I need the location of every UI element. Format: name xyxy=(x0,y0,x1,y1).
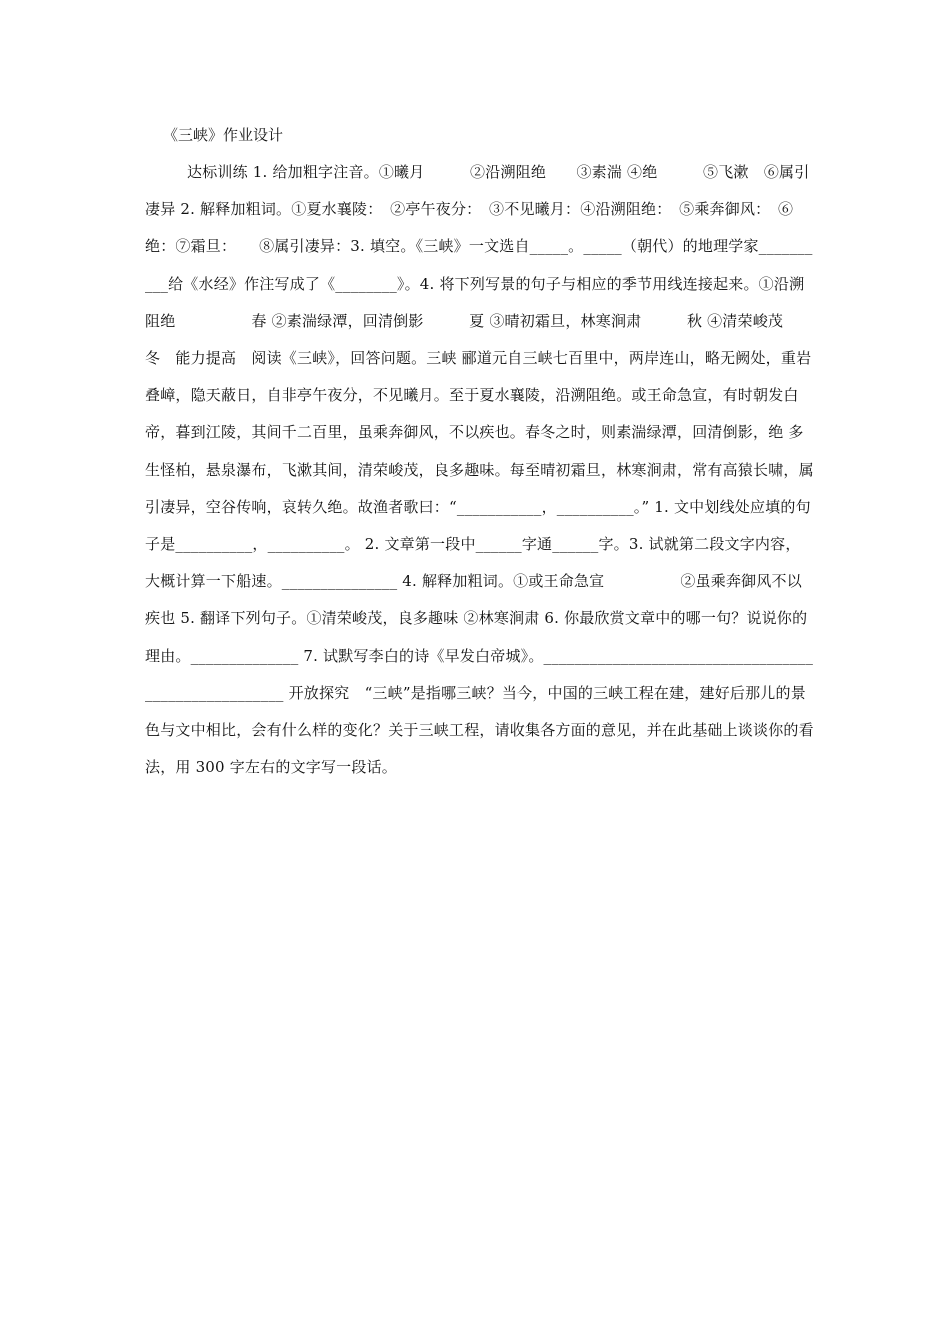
document-title: 《三峡》作业设计 xyxy=(163,126,284,144)
document-content xyxy=(145,122,860,786)
document-body-paragraph: 达标训练 1. 给加粗字注音。①曦月 ②沿溯阻绝 ③素湍 ④绝 ⑤飞漱 ⑥属引凄异 2. 解释加粗词。①夏水襄陵： ②亭午夜分： ③不见曦月：④沿溯阻绝： ⑤乘奔御风： ⑥绝：⑦霜旦： ⑧属引凄异：3. 填空。《三峡》一文选自_____。_____（朝代）的地理学家__________给《水经》作注写成了《________》。4. 将下列写景的句子与相应的季节用线连接起来。①沿溯阻绝 春 ②素湍绿潭，回清倒影 夏 ③晴初霜旦，林寒涧肃 秋 ④清荣峻茂 冬 能力提高 阅读《三峡》，回答问题。三峡 郦道元自三峡七百里中，两岸连山，略无阙处，重岩叠嶂，隐天蔽日，自非亭午夜分，不见曦月。至于夏水襄陵，沿溯阻绝。或王命急宣，有时朝发白帝，暮到江陵，其间千二百里，虽乘奔御风，不以疾也。春冬之时，则素湍绿潭，回清倒影，绝 多生怪柏，悬泉瀑布，飞漱其间，清荣峻茂，良多趣味。每至晴初霜旦，林寒涧肃，常有高猿长啸，属引凄异，空谷传响，哀转久绝。故渔者歌曰：“___________，__________。” 1. 文中划线处应填的句子是__________，__________。 2. 文章第一段中______字通______字。3. 试就第二段文字内容，大概计算一下船速。_______________ 4. 解释加粗词。①或王命急宣 ②虽乘奔御风不以疾也 5. 翻译下列句子。①清荣峻茂，良多趣味 ②林寒涧肃 6. 你最欣赏文章中的哪一句？说说你的理由。______________ 7. 试默写李白的诗《早发白帝城》。_____________________________________________________ 开放探究 “三峡”是指哪三峡？当今，中国的三峡工程在建，建好后那儿的景色与文中相比，会有什么样的变化？关于三峡工程，请收集各方面的意见，并在此基础上谈谈你的看法，用 300 字左右的文字写一段话。 xyxy=(145,163,860,777)
